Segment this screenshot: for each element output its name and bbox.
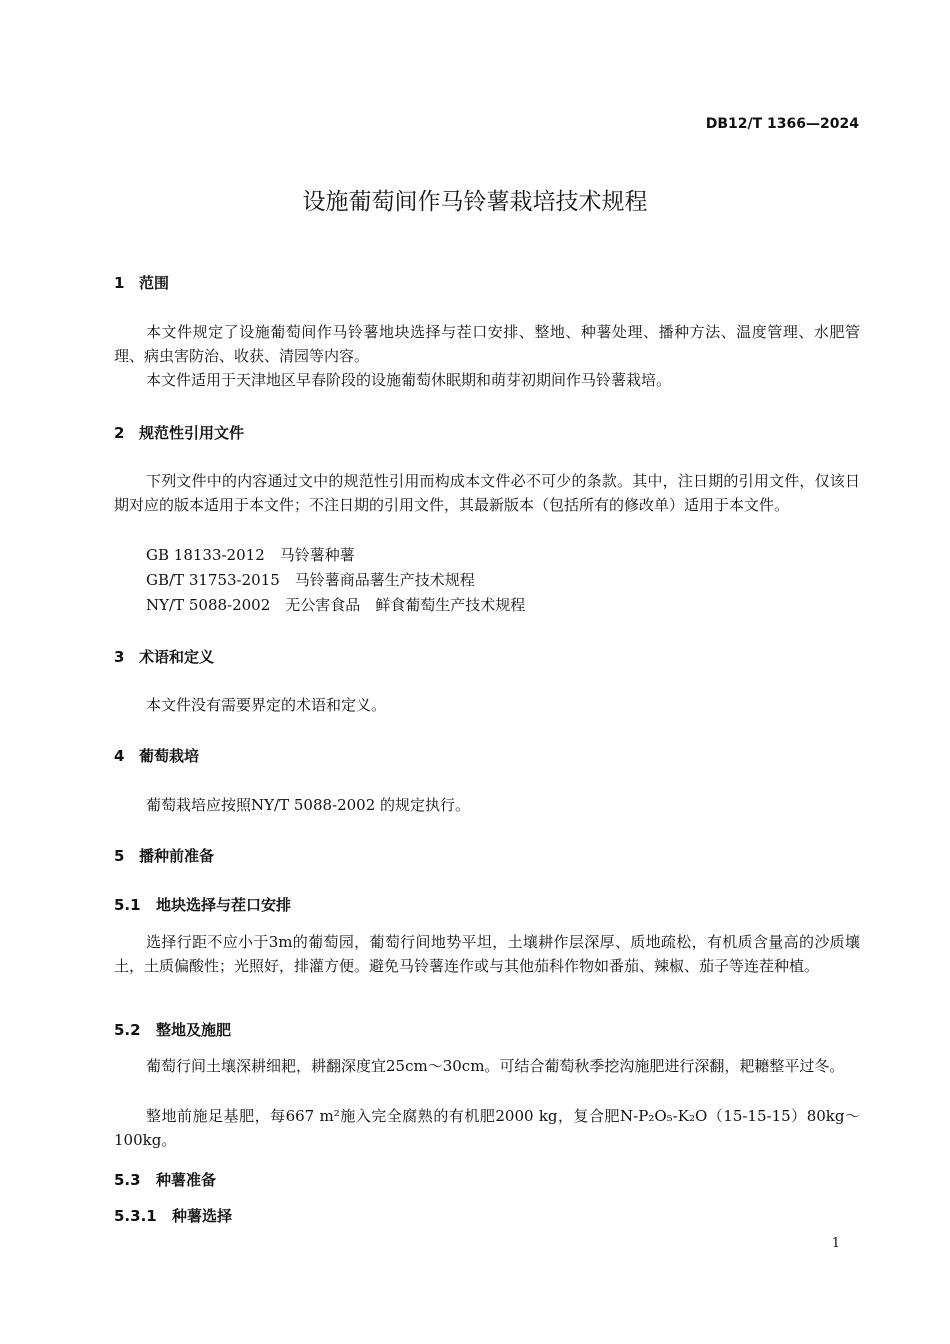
subsection-number: 5.1	[114, 896, 141, 914]
subsection-5-1-paragraph-1: 选择行距不应小于3m的葡萄园，葡萄行间地势平坦，土壤耕作层深厚、质地疏松，有机质含量高的沙质壤土，土质偏酸性；光照好，排灌方便。避免马铃薯连作或与其他茄科作物如番茄、辣椒、茄子等连茬种植。	[114, 933, 860, 975]
section-title: 规范性引用文件	[139, 424, 245, 442]
section-2-paragraph-1: 下列文件中的内容通过文中的规范性引用而构成本文件必不可少的条款。其中，注日期的引用文件，仅该日期对应的版本适用于本文件；不注日期的引用文件，其最新版本（包括所有的修改单）适用于本文件。	[114, 472, 860, 514]
reference-item: GB/T 31753-2015 马铃薯商品薯生产技术规程	[146, 571, 475, 589]
standard-code: DB12/T 1366—2024	[705, 116, 859, 132]
page-number: 1	[831, 1236, 840, 1251]
subsection-title: 种薯准备	[156, 1171, 217, 1189]
section-number: 5	[114, 847, 125, 865]
section-2-heading	[114, 422, 244, 443]
section-4-heading	[114, 745, 199, 766]
section-title: 范围	[139, 274, 170, 292]
document-title: 设施葡萄间作马铃薯栽培技术规程	[302, 189, 648, 215]
reference-item: GB 18133-2012 马铃薯种薯	[146, 546, 355, 564]
subsection-title: 种薯选择	[172, 1207, 233, 1225]
subsection-5-3-1-heading	[114, 1205, 232, 1226]
reference-item: NY/T 5088-2002 无公害食品 鲜食葡萄生产技术规程	[146, 596, 526, 614]
section-1-paragraph-2: 本文件适用于天津地区早春阶段的设施葡萄休眠期和萌芽初期间作马铃薯栽培。	[146, 371, 672, 389]
section-title: 术语和定义	[139, 648, 215, 666]
section-number: 4	[114, 747, 125, 765]
section-number: 2	[114, 424, 125, 442]
subsection-5-1-heading	[114, 894, 291, 915]
section-title: 葡萄栽培	[139, 747, 200, 765]
subsection-5-2-heading	[114, 1019, 231, 1040]
section-number: 3	[114, 648, 125, 666]
section-5-heading	[114, 845, 214, 866]
subsection-number: 5.3.1	[114, 1207, 157, 1225]
subsection-number: 5.3	[114, 1171, 141, 1189]
section-title: 播种前准备	[139, 847, 215, 865]
section-1-paragraph-1: 本文件规定了设施葡萄间作马铃薯地块选择与茬口安排、整地、种薯处理、播种方法、温度管理、水肥管理、病虫害防治、收获、清园等内容。	[114, 323, 860, 365]
section-number: 1	[114, 274, 125, 292]
section-1-heading	[114, 272, 169, 293]
subsection-title: 地块选择与茬口安排	[156, 896, 292, 914]
section-3-paragraph-1: 本文件没有需要界定的术语和定义。	[146, 696, 387, 714]
section-4-paragraph-1: 葡萄栽培应按照NY/T 5088-2002 的规定执行。	[146, 796, 471, 814]
subsection-5-2-paragraph-1: 葡萄行间土壤深耕细耙，耕翻深度宜25cm～30cm。可结合葡萄秋季挖沟施肥进行深翻，耙耱整平过冬。	[146, 1057, 845, 1075]
subsection-title: 整地及施肥	[156, 1021, 232, 1039]
subsection-number: 5.2	[114, 1021, 141, 1039]
section-3-heading	[114, 646, 214, 667]
subsection-5-3-heading	[114, 1169, 216, 1190]
subsection-5-2-paragraph-2: 整地前施足基肥，每667 m²施入完全腐熟的有机肥2000 kg，复合肥N-P₂O₅-K₂O（15-15-15）80kg～100kg。	[114, 1107, 860, 1149]
